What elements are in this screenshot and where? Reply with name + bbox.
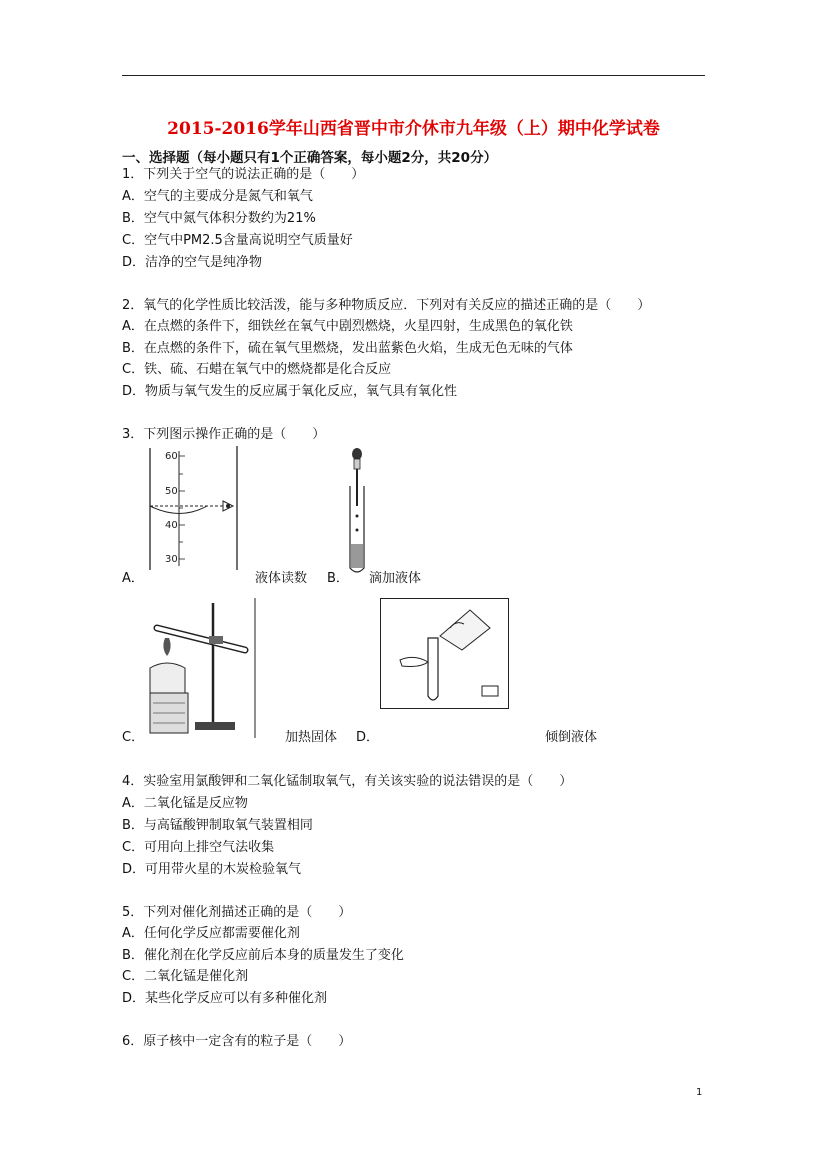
q1-option-a: A．空气的主要成分是氮气和氧气 <box>122 189 313 204</box>
q3-option-c: C． <box>122 730 145 745</box>
q5-option-d: D．某些化学反应可以有多种催化剂 <box>122 991 328 1006</box>
q3-caption-a: 液体读数 <box>255 571 308 586</box>
q1-option-c: C．空气中PM2.5含量高说明空气质量好 <box>122 233 353 248</box>
q3-option-b: B． <box>327 571 349 586</box>
cylinder-reading-figure <box>145 446 245 572</box>
q2-option-b: B．在点燃的条件下，硫在氧气里燃烧，发出蓝紫色火焰，生成无色无味的气体 <box>122 341 573 356</box>
q5-option-c: C．二氧化锰是催化剂 <box>122 969 249 984</box>
q2-option-a: A．在点燃的条件下，细铁丝在氧气中剧烈燃烧，火星四射，生成黑色的氧化铁 <box>122 319 573 334</box>
question-1-stem: 1．下列关于空气的说法正确的是（ ） <box>122 167 365 182</box>
q1-option-b: B．空气中氮气体积分数约为21% <box>122 211 316 226</box>
page-title: 2015-2016学年山西省晋中市介休市九年级（上）期中化学试卷 <box>167 119 660 139</box>
q5-option-a: A．任何化学反应都需要催化剂 <box>122 926 300 941</box>
tick-40: 40 <box>165 520 178 531</box>
question-2-stem: 2．氧气的化学性质比较活泼，能与多种物质反应．下列对有关反应的描述正确的是（ ） <box>122 298 651 313</box>
q3-option-d: D． <box>356 730 380 745</box>
page-number: 1 <box>696 1087 703 1098</box>
q4-option-a: A．二氧化锰是反应物 <box>122 796 248 811</box>
q3-option-a: A． <box>122 571 144 586</box>
q3-caption-b: 滴加液体 <box>369 571 422 586</box>
tick-30: 30 <box>165 554 178 565</box>
question-5-stem: 5．下列对催化剂描述正确的是（ ） <box>122 905 352 920</box>
dropper-figure <box>340 446 372 576</box>
tick-60: 60 <box>165 451 178 462</box>
q4-option-c: C．可用向上排空气法收集 <box>122 840 275 855</box>
heating-solid-figure <box>145 598 257 738</box>
question-6-stem: 6．原子核中一定含有的粒子是（ ） <box>122 1034 352 1049</box>
q2-option-d: D．物质与氧气发生的反应属于氧化反应，氧气具有氧化性 <box>122 384 458 399</box>
question-3-stem: 3．下列图示操作正确的是（ ） <box>122 427 326 442</box>
q3-caption-d: 倾倒液体 <box>545 730 598 745</box>
tick-50: 50 <box>165 486 178 497</box>
pouring-liquid-figure <box>380 598 510 710</box>
question-4-stem: 4．实验室用氯酸钾和二氧化锰制取氧气，有关该实验的说法错误的是（ ） <box>122 774 573 789</box>
header-rule <box>122 75 705 76</box>
section-heading: 一、选择题（每小题只有1个正确答案，每小题2分，共20分） <box>122 150 498 166</box>
q1-option-d: D．洁净的空气是纯净物 <box>122 255 263 270</box>
q4-option-d: D．可用带火星的木炭检验氧气 <box>122 862 302 877</box>
q3-caption-c: 加热固体 <box>285 730 338 745</box>
q5-option-b: B．催化剂在化学反应前后本身的质量发生了变化 <box>122 948 404 963</box>
q2-option-c: C．铁、硫、石蜡在氧气中的燃烧都是化合反应 <box>122 362 392 377</box>
q4-option-b: B．与高锰酸钾制取氧气装置相同 <box>122 818 313 833</box>
